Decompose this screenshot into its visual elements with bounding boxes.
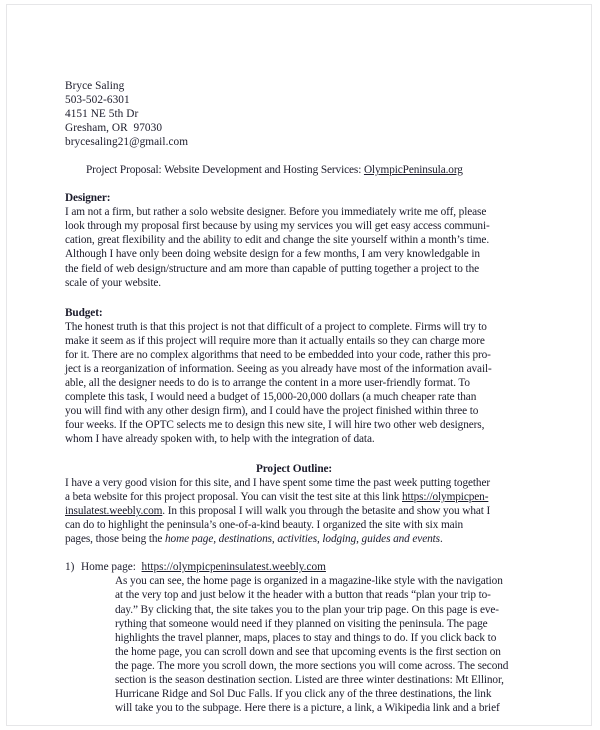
sender-name: Bryce Saling <box>65 80 125 92</box>
site-pages-list: home page, destinations, activities, lodging, guides and events <box>165 533 440 546</box>
body-line: highlights the travel planner, maps, places to stay and things to do. If you click back to <box>115 631 497 644</box>
list-item-label: Home page: <box>81 561 142 574</box>
budget-line: four weeks. If the OPTC selects me to design this new site, I will hire two other web designers, <box>65 418 485 431</box>
budget-line: complete this task, I would need a budget of 15,000-20,000 dollars (a much cheaper rate than <box>65 390 477 403</box>
body-line: at the very top and just below it the header with a button that reads “plan your trip to- <box>115 589 491 602</box>
budget-line: able, all the designer needs to do is to arrange the content in a more user-friendly format. To <box>65 376 470 389</box>
budget-line: whom I have already spoken with, to help with the integration of data. <box>65 433 375 446</box>
body-line: As you can see, the home page is organized in a magazine-like style with the navigation <box>115 575 503 588</box>
body-line: rything that someone would need if they planned on visiting the peninsula. The page <box>115 617 488 630</box>
designer-line: cation, great flexibility and the ability to edit and change the site yourself within a month’s time. <box>65 234 490 247</box>
designer-line: look through my proposal first because by using my services you will get easy access communi- <box>65 220 490 233</box>
outline-intro-text: . <box>439 533 443 546</box>
body-line: the page. The more you scroll down, the more sections you will come across. The second <box>115 659 509 672</box>
budget-line: for it. There are no complex algorithms that need to be embedded into your code, rather this pro- <box>65 348 491 361</box>
outline-intro-line <box>65 532 549 546</box>
outline-intro-text: . In this proposal I will walk you through the betasite and show you what I <box>162 505 491 518</box>
document-body <box>65 79 549 715</box>
list-item-body <box>65 574 549 714</box>
designer-line: I am not a firm, but rather a solo website designer. Before you immediately write me off, please <box>65 206 487 219</box>
outline-intro-line <box>65 490 549 504</box>
designer-line: scale of your website. <box>65 276 162 289</box>
section-heading-budget: Budget: <box>65 306 103 319</box>
spacer <box>65 290 549 306</box>
spacer <box>65 446 549 462</box>
body-line: section is the season destination section. Listed are three winter destinations: Mt Ellinor, <box>115 673 504 686</box>
sender-email: brycesaling21@gmail.com <box>65 136 189 149</box>
sender-phone: 503-502-6301 <box>65 94 130 107</box>
budget-line: make it seem as if this project will require more than it actually entails so they can charge more <box>65 334 485 347</box>
sender-street: 4151 NE 5th Dr <box>65 108 139 121</box>
designer-line: the field of web design/structure and am more than capable of putting together a project to the <box>65 262 480 275</box>
document-page <box>6 4 592 726</box>
outline-intro-text: a beta website for this project proposal. You can visit the test site at this link <box>65 491 403 504</box>
project-outline-heading: Project Outline: <box>255 463 333 476</box>
home-page-link[interactable]: https://olympicpeninsulatest.weebly.com <box>141 561 326 574</box>
beta-site-link-part1[interactable]: https://olympicpen- <box>402 491 489 504</box>
section-heading-designer: Designer: <box>65 192 111 205</box>
budget-line: ject is a reorganization of information. Seeing as you already have most of the information avail- <box>65 362 492 375</box>
document-title <box>65 163 549 177</box>
spacer <box>65 546 549 560</box>
body-line: day.” By clicking that, the site takes you to the plan your trip page. On this page is eve- <box>115 603 499 616</box>
budget-line: you will find with any other design firm), and I could have the project finished within three to <box>65 404 479 417</box>
body-line: Hurricane Ridge and Sol Duc Falls. If you click any of the three destinations, the link <box>115 687 492 700</box>
spacer <box>65 149 549 163</box>
outline-intro-line: I have a very good vision for this site, and I have spent some time the past week putting together <box>65 477 491 490</box>
outline-intro-text: pages, those being the <box>65 533 165 546</box>
designer-line: Although I have only been doing website design for a few months, I am very knowledgable in <box>65 248 480 261</box>
outline-intro-line <box>65 504 549 518</box>
outline-intro-line: can do to highlight the peninsula’s one-of-a-kind beauty. I organized the site with six main <box>65 519 464 532</box>
body-line: will take you to the subpage. Here there is a picture, a link, a Wikipedia link and a brief <box>115 701 500 714</box>
beta-site-link-part2[interactable]: insulatest.weebly.com <box>65 505 163 518</box>
document-title-text: Project Proposal: Website Development and Hosting Services: <box>86 164 364 177</box>
sender-address-block <box>65 79 549 149</box>
list-item <box>65 560 549 574</box>
spacer <box>65 177 549 191</box>
olympic-peninsula-link[interactable]: OlympicPeninsula.org <box>363 164 463 177</box>
list-item-marker: 1) <box>65 561 75 574</box>
sender-city-state-zip: Gresham, OR 97030 <box>65 122 163 135</box>
body-line: the home page, you can scroll down and see that upcoming events is the first section on <box>115 645 501 658</box>
budget-line: The honest truth is that this project is not that difficult of a project to complete. Firms will try to <box>65 320 487 333</box>
